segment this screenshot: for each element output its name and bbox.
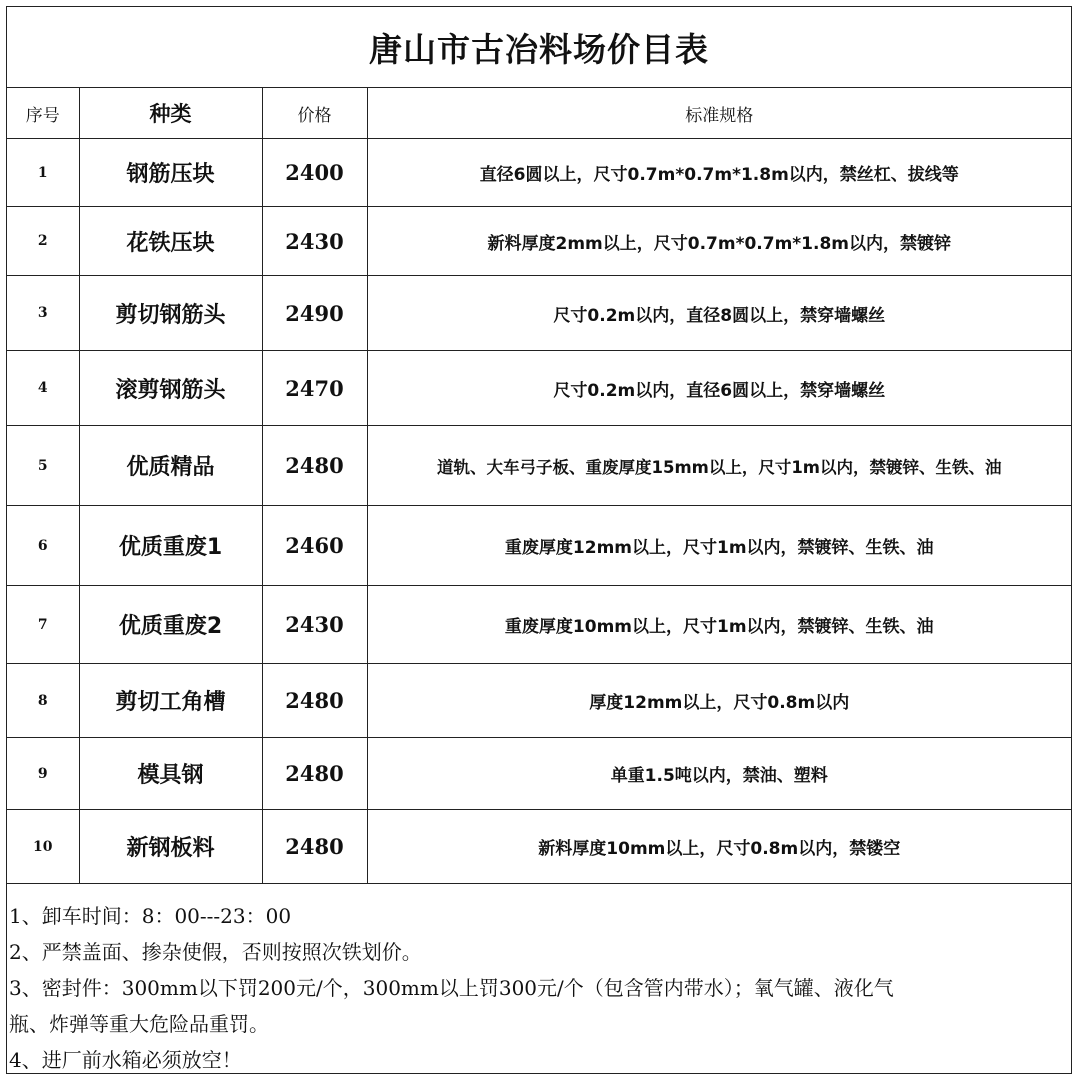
row-spec: 新料厚度10mm以上，尺寸0.8m以内，禁镂空 xyxy=(367,810,1071,884)
row-kind: 剪切工角槽 xyxy=(79,664,262,738)
row-spec: 直径6圆以上，尺寸0.7m*0.7m*1.8m以内，禁丝杠、拔线等 xyxy=(367,139,1071,207)
row-price: 2480 xyxy=(262,738,367,810)
row-index: 2 xyxy=(7,207,79,276)
row-spec: 新料厚度2mm以上，尺寸0.7m*0.7m*1.8m以内，禁镀锌 xyxy=(367,207,1071,276)
note-line: 3、密封件：300mm以下罚200元/个，300mm以上罚300元/个（包含管内带水）；氧气罐、液化气 xyxy=(9,976,894,1000)
row-index: 3 xyxy=(7,276,79,351)
table-row xyxy=(7,276,1071,351)
row-price: 2460 xyxy=(262,506,367,586)
row-index: 8 xyxy=(7,664,79,738)
table-row xyxy=(7,664,1071,738)
row-kind: 钢筋压块 xyxy=(79,139,262,207)
table-row xyxy=(7,506,1071,586)
row-kind: 优质重废1 xyxy=(79,506,262,586)
note-line: 瓶、炸弹等重大危险品重罚。 xyxy=(9,1012,269,1036)
table-row xyxy=(7,738,1071,810)
header-kind: 种类 xyxy=(79,88,262,139)
row-price: 2430 xyxy=(262,586,367,664)
row-kind: 新钢板料 xyxy=(79,810,262,884)
row-spec: 重废厚度10mm以上，尺寸1m以内，禁镀锌、生铁、油 xyxy=(367,586,1071,664)
row-spec: 重废厚度12mm以上，尺寸1m以内，禁镀锌、生铁、油 xyxy=(367,506,1071,586)
table-header-row xyxy=(7,88,1071,139)
row-kind: 优质重废2 xyxy=(79,586,262,664)
row-index: 7 xyxy=(7,586,79,664)
row-kind: 优质精品 xyxy=(79,426,262,506)
row-index: 6 xyxy=(7,506,79,586)
table-row xyxy=(7,810,1071,884)
row-index: 9 xyxy=(7,738,79,810)
price-list-sheet xyxy=(6,6,1072,1074)
table-row xyxy=(7,351,1071,426)
row-spec: 尺寸0.2m以内，直径6圆以上，禁穿墙螺丝 xyxy=(367,351,1071,426)
price-table xyxy=(7,88,1071,884)
row-kind: 模具钢 xyxy=(79,738,262,810)
note-line: 4、进厂前水箱必须放空！ xyxy=(9,1048,242,1072)
row-price: 2470 xyxy=(262,351,367,426)
row-price: 2480 xyxy=(262,664,367,738)
table-row xyxy=(7,426,1071,506)
table-row xyxy=(7,139,1071,207)
note-line: 2、严禁盖面、掺杂使假，否则按照次铁划价。 xyxy=(9,940,422,964)
row-price: 2490 xyxy=(262,276,367,351)
table-row xyxy=(7,586,1071,664)
table-row xyxy=(7,207,1071,276)
page-title: 唐山市古冶料场价目表 xyxy=(7,7,1071,88)
row-index: 1 xyxy=(7,139,79,207)
row-index: 10 xyxy=(7,810,79,884)
header-price: 价格 xyxy=(262,88,367,139)
row-kind: 滚剪钢筋头 xyxy=(79,351,262,426)
notes-section xyxy=(7,884,1071,1078)
row-price: 2480 xyxy=(262,810,367,884)
row-kind: 花铁压块 xyxy=(79,207,262,276)
row-price: 2400 xyxy=(262,139,367,207)
header-spec: 标准规格 xyxy=(367,88,1071,139)
note-line: 1、卸车时间：8：00---23：00 xyxy=(9,904,292,928)
row-spec: 尺寸0.2m以内，直径8圆以上，禁穿墙螺丝 xyxy=(367,276,1071,351)
row-spec: 单重1.5吨以内，禁油、塑料 xyxy=(367,738,1071,810)
row-price: 2430 xyxy=(262,207,367,276)
row-price: 2480 xyxy=(262,426,367,506)
row-kind: 剪切钢筋头 xyxy=(79,276,262,351)
row-spec: 厚度12mm以上，尺寸0.8m以内 xyxy=(367,664,1071,738)
row-index: 5 xyxy=(7,426,79,506)
header-index: 序号 xyxy=(7,88,79,139)
row-index: 4 xyxy=(7,351,79,426)
row-spec: 道轨、大车弓子板、重废厚度15mm以上，尺寸1m以内，禁镀锌、生铁、油 xyxy=(367,426,1071,506)
